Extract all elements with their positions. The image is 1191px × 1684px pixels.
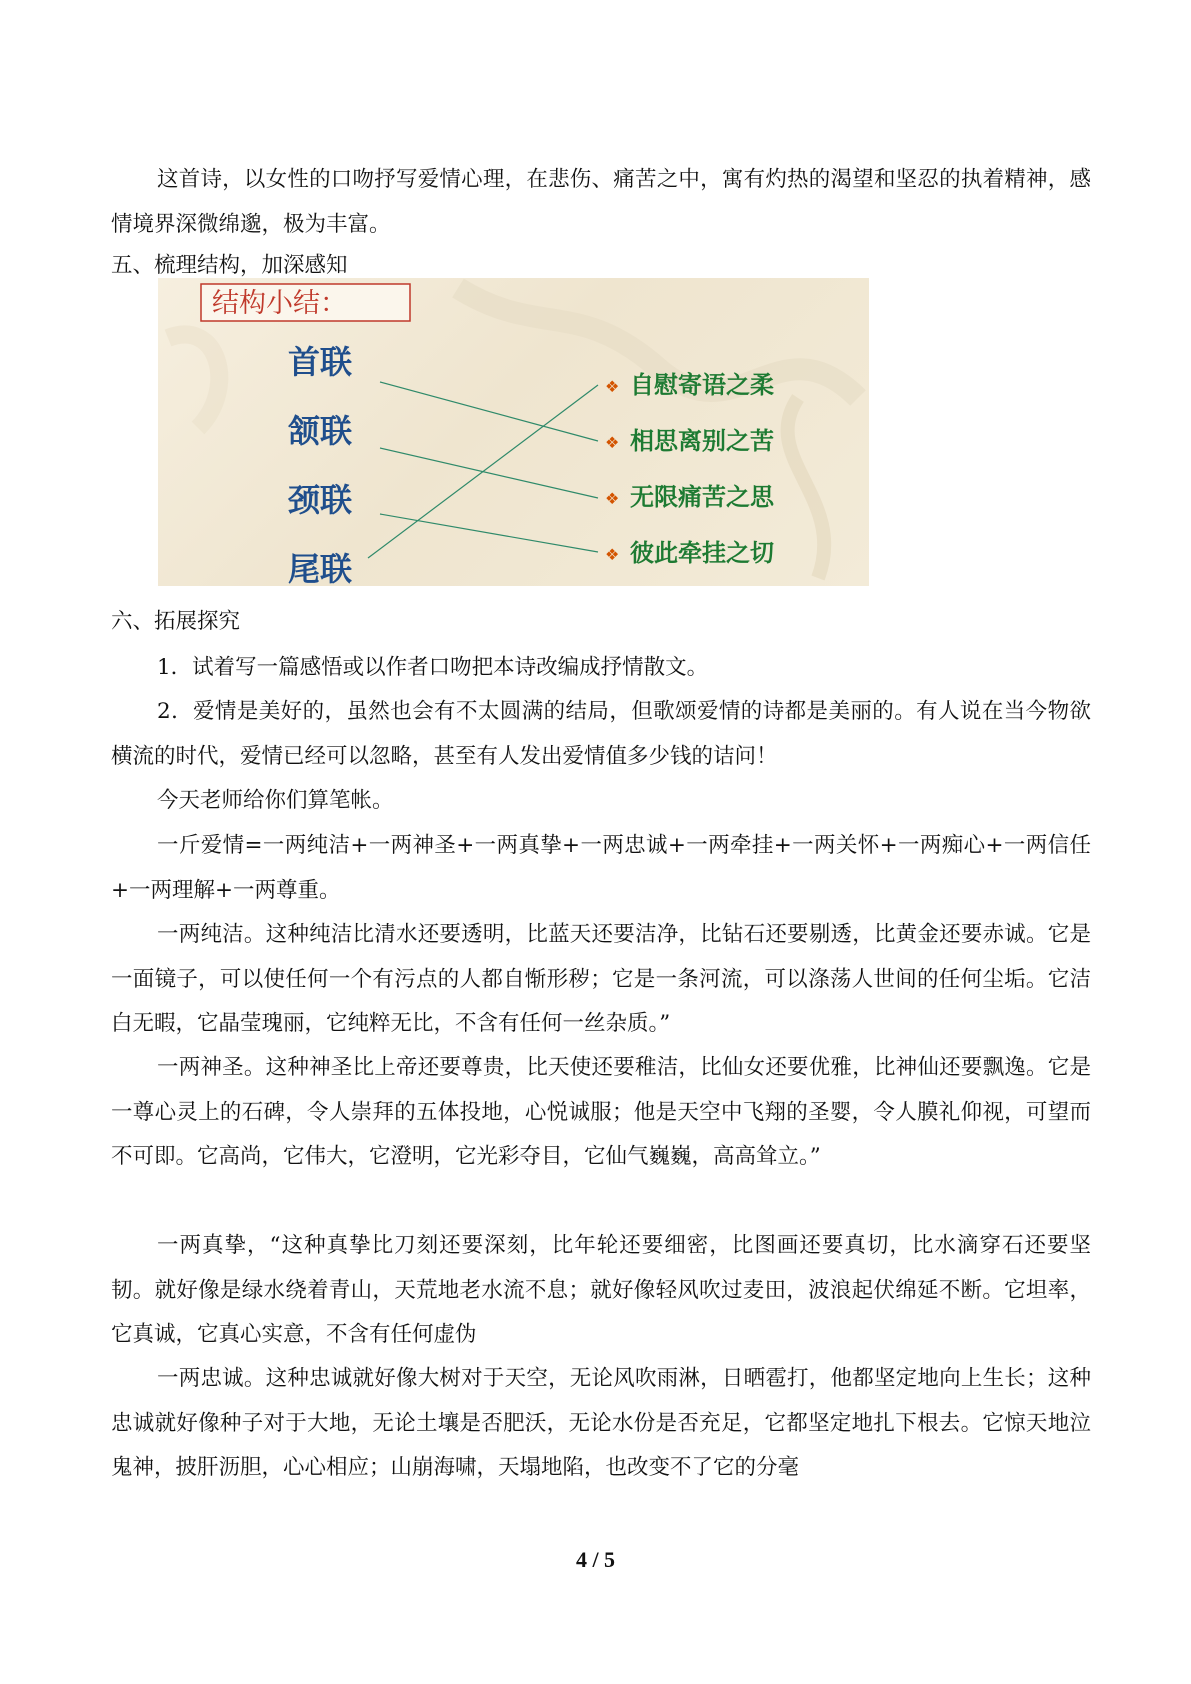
bullet-icon: ❖ <box>605 545 620 564</box>
right-item-2: 相思离别之苦 <box>630 427 774 455</box>
connector-line <box>380 514 598 552</box>
section-heading-5: 五、梳理结构，加深感知 <box>111 253 348 278</box>
left-item-2: 颔联 <box>288 412 353 450</box>
left-item-1: 首联 <box>288 343 353 381</box>
decorative-brush-stroke <box>788 398 825 578</box>
bullet-icon: ❖ <box>605 377 620 396</box>
connector-line <box>380 382 598 441</box>
right-item-1: 自慰寄语之柔 <box>630 371 774 399</box>
paragraph-purity: 一两纯洁。这种纯洁比清水还要透明，比蓝天还要洁净，比钻石还要剔透，比黄金还要赤诚。它是一面镜子，可以使任何一个有污点的人都自惭形秽；它是一条河流，可以涤荡人世间的任何尘垢。它洁白无暇，它晶莹瑰丽，它纯粹无比，不含有任何一丝杂质。” <box>111 922 1091 1036</box>
bullet-icon: ❖ <box>605 489 620 508</box>
paragraph-task-2: 2．爱情是美好的，虽然也会有不太圆满的结局，但歌颂爱情的诗都是美丽的。有人说在当今物欲横流的时代，爱情已经可以忽略，甚至有人发出爱情值多少钱的诘问！ <box>111 699 1091 769</box>
paragraph-sacredness: 一两神圣。这种神圣比上帝还要尊贵，比天使还要稚洁，比仙女还要优雅，比神仙还要飘逸。它是一尊心灵上的石碑，令人崇拜的五体投地，心悦诚服；他是天空中飞翔的圣婴，令人膜礼仰视，可望而不可即。它高尚，它伟大，它澄明，它光彩夺目，它仙气巍巍，高高耸立。” <box>111 1055 1091 1169</box>
right-item-4: 彼此牵挂之切 <box>630 539 774 567</box>
section-heading-6: 六、拓展探究 <box>111 609 241 634</box>
paragraph-summary: 这首诗，以女性的口吻抒写爱情心理，在悲伤、痛苦之中，寓有灼热的渴望和坚忍的执着精神，感情境界深微绵邈，极为丰富。 <box>111 167 1091 237</box>
paragraph-loyalty: 一两忠诚。这种忠诚就好像大树对于天空，无论风吹雨淋，日晒雹打，他都坚定地向上生长；这种忠诚就好像种子对于大地，无论土壤是否肥沃，无论水份是否充足，它都坚定地扎下根去。它惊天地泣鬼神，披肝沥胆，心心相应；山崩海啸，天塌地陷，也改变不了它的分毫 <box>111 1366 1091 1480</box>
left-item-3: 颈联 <box>288 481 353 519</box>
decorative-brush-stroke <box>168 334 219 428</box>
paragraph-formula: 一斤爱情=一两纯洁+一两神圣+一两真挚+一两忠诚+一两牵挂+一两关怀+一两痴心+一两信任+一两理解+一两尊重。 <box>111 833 1091 903</box>
structure-diagram <box>158 278 869 586</box>
paragraph-intro: 今天老师给你们算笔帐。 <box>157 788 394 813</box>
connector-line <box>380 448 598 498</box>
paragraph-sincerity: 一两真挚，“这种真挚比刀刻还要深刻，比年轮还要细密，比图画还要真切，比水滴穿石还要坚韧。就好像是绿水绕着青山，天荒地老水流不息；就好像轻风吹过麦田，波浪起伏绵延不断。它坦率，它真诚，它真心实意，不含有任何虚伪 <box>111 1233 1091 1347</box>
structure-summary-figure <box>158 278 869 586</box>
paragraph-task-1: 1．试着写一篇感悟或以作者口吻把本诗改编成抒情散文。 <box>157 655 709 680</box>
left-item-4: 尾联 <box>288 550 353 586</box>
right-item-3: 无限痛苦之思 <box>630 483 774 511</box>
page-number: 4 / 5 <box>575 1547 616 1572</box>
bullet-icon: ❖ <box>605 433 620 452</box>
figure-title: 结构小结： <box>212 288 347 319</box>
